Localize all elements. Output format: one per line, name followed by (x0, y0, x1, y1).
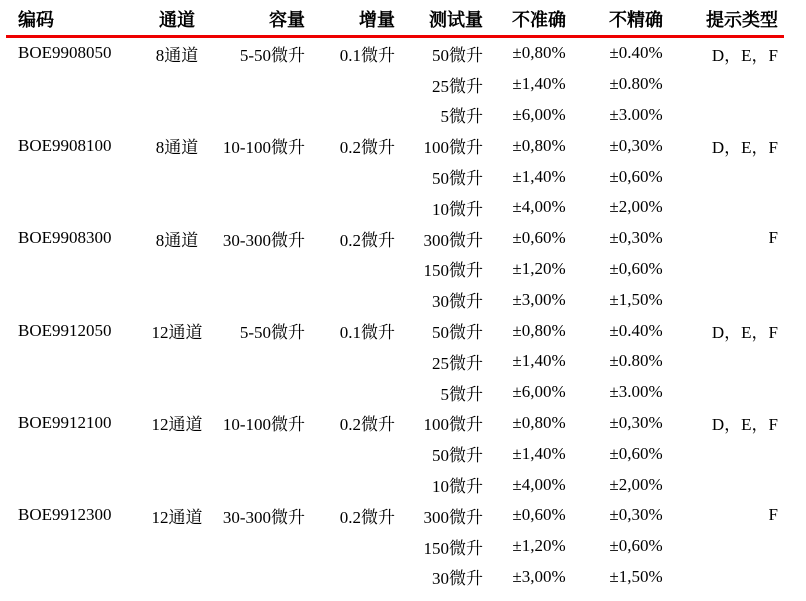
table-cell (6, 161, 141, 192)
table-cell: 5-50微升 (239, 323, 305, 343)
table-row (6, 37, 784, 69)
col-header-imprecision: 不精确 (589, 2, 683, 37)
table-cell (213, 69, 311, 100)
table-cell (311, 377, 401, 408)
table-cell (311, 69, 401, 100)
table-cell: 10-100微升 (222, 415, 305, 435)
table-row (6, 346, 784, 377)
table-row (6, 500, 784, 531)
col-header-inaccuracy: 不准确 (489, 2, 589, 37)
table-cell: ±0,80% (512, 412, 566, 432)
table-cell: 12通道 (151, 507, 203, 527)
col-header-increment: 增量 (311, 2, 401, 37)
table-cell: D，E，F (711, 45, 778, 65)
table-cell (213, 100, 311, 131)
table-cell: ±0,30% (609, 505, 663, 525)
table-cell: ±0,60% (609, 166, 663, 186)
table-cell: ±1,40% (512, 443, 566, 463)
table-cell: ±0.80% (609, 74, 663, 94)
table-cell: 0.2微升 (339, 507, 395, 527)
table-cell: ±0,60% (512, 228, 566, 248)
table-cell (311, 161, 401, 192)
table-cell (311, 100, 401, 131)
table-cell (311, 254, 401, 285)
col-header-code: 编码 (6, 2, 141, 37)
table-cell: 10微升 (432, 477, 483, 497)
table-cell (311, 469, 401, 500)
table-row (6, 408, 784, 439)
table-cell: 50微升 (432, 446, 483, 466)
table-cell (6, 438, 141, 469)
table-row (6, 562, 784, 593)
table-cell: ±0,80% (512, 135, 566, 155)
page (0, 2, 806, 601)
table-cell: 30-300微升 (222, 507, 305, 527)
table-cell (213, 161, 311, 192)
table-cell: 100微升 (423, 415, 483, 435)
table-cell: ±0.40% (609, 320, 663, 340)
table-cell: BOE9908300 (18, 228, 112, 248)
table-cell (6, 284, 141, 315)
table-cell: ±3.00% (609, 104, 663, 124)
table-cell (683, 254, 784, 285)
table-cell: BOE9912100 (18, 412, 112, 432)
table-cell (6, 69, 141, 100)
table-cell (213, 346, 311, 377)
table-cell: 0.1微升 (339, 45, 395, 65)
table-cell: 100微升 (423, 138, 483, 158)
table-cell (683, 161, 784, 192)
table-cell: ±0,30% (609, 135, 663, 155)
table-cell: ±4,00% (512, 474, 566, 494)
table-cell: BOE9908050 (18, 43, 112, 63)
table-cell (311, 192, 401, 223)
table-cell (213, 562, 311, 593)
table-cell (141, 346, 213, 377)
table-cell: ±3.00% (609, 382, 663, 402)
table-cell: ±1,40% (512, 74, 566, 94)
table-cell (213, 438, 311, 469)
table-cell: BOE9908100 (18, 135, 112, 155)
table-cell: 8通道 (155, 138, 199, 158)
table-cell (213, 254, 311, 285)
table-cell: ±1,40% (512, 351, 566, 371)
table-cell (683, 469, 784, 500)
table-cell: 10-100微升 (222, 138, 305, 158)
table-cell (311, 438, 401, 469)
table-cell (213, 284, 311, 315)
table-cell: ±6,00% (512, 104, 566, 124)
table-row (6, 130, 784, 161)
table-cell: BOE9912050 (18, 320, 112, 340)
table-cell: 12通道 (151, 415, 203, 435)
product-spec-table (6, 2, 784, 592)
table-cell (6, 531, 141, 562)
table-cell: F (768, 228, 778, 248)
col-header-capacity: 容量 (213, 2, 311, 37)
table-cell: 150微升 (423, 261, 483, 281)
table-cell: 300微升 (423, 230, 483, 250)
table-row (6, 161, 784, 192)
table-cell: D，E，F (711, 138, 778, 158)
table-cell: ±0.40% (609, 43, 663, 63)
table-cell: ±3,00% (512, 566, 566, 586)
table-row (6, 531, 784, 562)
table-cell: ±1,40% (512, 166, 566, 186)
table-cell (141, 192, 213, 223)
table-cell (6, 377, 141, 408)
col-header-channels: 通道 (141, 2, 213, 37)
table-cell: ±2,00% (609, 474, 663, 494)
table-cell: 50微升 (432, 45, 483, 65)
table-cell: ±0,30% (609, 412, 663, 432)
table-cell: D，E，F (711, 323, 778, 343)
table-cell: 8通道 (155, 45, 199, 65)
table-row (6, 192, 784, 223)
col-header-prompt-type: 提示类型 (683, 2, 784, 37)
table-cell (6, 346, 141, 377)
table-row (6, 223, 784, 254)
table-cell: 50微升 (432, 323, 483, 343)
table-cell (213, 377, 311, 408)
table-cell: 5-50微升 (239, 45, 305, 65)
col-header-test-volume: 测试量 (401, 2, 489, 37)
table-cell: ±0,80% (512, 43, 566, 63)
table-cell: ±1,20% (512, 536, 566, 556)
table-cell (6, 254, 141, 285)
table-cell (141, 562, 213, 593)
table-cell: 30-300微升 (222, 230, 305, 250)
table-row (6, 69, 784, 100)
table-cell: 12通道 (151, 323, 203, 343)
table-cell (683, 192, 784, 223)
table-cell: ±0,60% (609, 258, 663, 278)
table-cell (683, 531, 784, 562)
table-cell: 5微升 (440, 384, 483, 404)
table-row (6, 438, 784, 469)
table-cell: 8通道 (155, 230, 199, 250)
table-cell (683, 69, 784, 100)
table-cell: ±4,00% (512, 197, 566, 217)
table-cell: 50微升 (432, 169, 483, 189)
table-cell (141, 284, 213, 315)
header-row (6, 2, 784, 37)
table-row (6, 315, 784, 346)
table-cell: 300微升 (423, 507, 483, 527)
table-cell (683, 346, 784, 377)
table-cell (213, 531, 311, 562)
table-cell (141, 161, 213, 192)
table-cell: ±6,00% (512, 382, 566, 402)
table-cell: 150微升 (423, 538, 483, 558)
table-cell (683, 284, 784, 315)
table-cell (683, 438, 784, 469)
table-cell (311, 562, 401, 593)
table-cell (141, 531, 213, 562)
table-cell (6, 562, 141, 593)
table-cell: ±0,60% (512, 505, 566, 525)
table-cell: 0.2微升 (339, 415, 395, 435)
table-cell (683, 562, 784, 593)
table-cell (311, 531, 401, 562)
table-cell: ±1,20% (512, 258, 566, 278)
table-cell: ±3,00% (512, 289, 566, 309)
table-cell: D，E，F (711, 415, 778, 435)
table-cell (141, 254, 213, 285)
table-row (6, 377, 784, 408)
table-cell (141, 69, 213, 100)
table-cell: 0.1微升 (339, 323, 395, 343)
table-cell (6, 192, 141, 223)
table-cell (141, 438, 213, 469)
table-cell (683, 377, 784, 408)
table-cell: 5微升 (440, 107, 483, 127)
table-cell (141, 469, 213, 500)
table-cell: ±0,80% (512, 320, 566, 340)
table-cell (213, 469, 311, 500)
table-row (6, 284, 784, 315)
table-cell (6, 100, 141, 131)
table-row (6, 469, 784, 500)
table-row (6, 100, 784, 131)
table-cell (311, 284, 401, 315)
table-cell: 30微升 (432, 292, 483, 312)
table-cell: ±0,30% (609, 228, 663, 248)
table-cell (683, 100, 784, 131)
table-cell: ±0,60% (609, 443, 663, 463)
table-cell (141, 100, 213, 131)
table-cell: 25微升 (432, 353, 483, 373)
table-cell (311, 346, 401, 377)
table-row (6, 254, 784, 285)
table-cell (141, 377, 213, 408)
table-cell: ±0.80% (609, 351, 663, 371)
table-cell: ±1,50% (609, 566, 663, 586)
table-cell (6, 469, 141, 500)
table-cell: ±2,00% (609, 197, 663, 217)
table-cell: ±1,50% (609, 289, 663, 309)
table-cell: 0.2微升 (339, 138, 395, 158)
table-cell: ±0,60% (609, 536, 663, 556)
table-cell: 10微升 (432, 199, 483, 219)
table-cell (213, 192, 311, 223)
table-cell: 0.2微升 (339, 230, 395, 250)
table-cell: 25微升 (432, 76, 483, 96)
table-cell: F (768, 505, 778, 525)
table-cell: 30微升 (432, 569, 483, 589)
table-cell: BOE9912300 (18, 505, 112, 525)
